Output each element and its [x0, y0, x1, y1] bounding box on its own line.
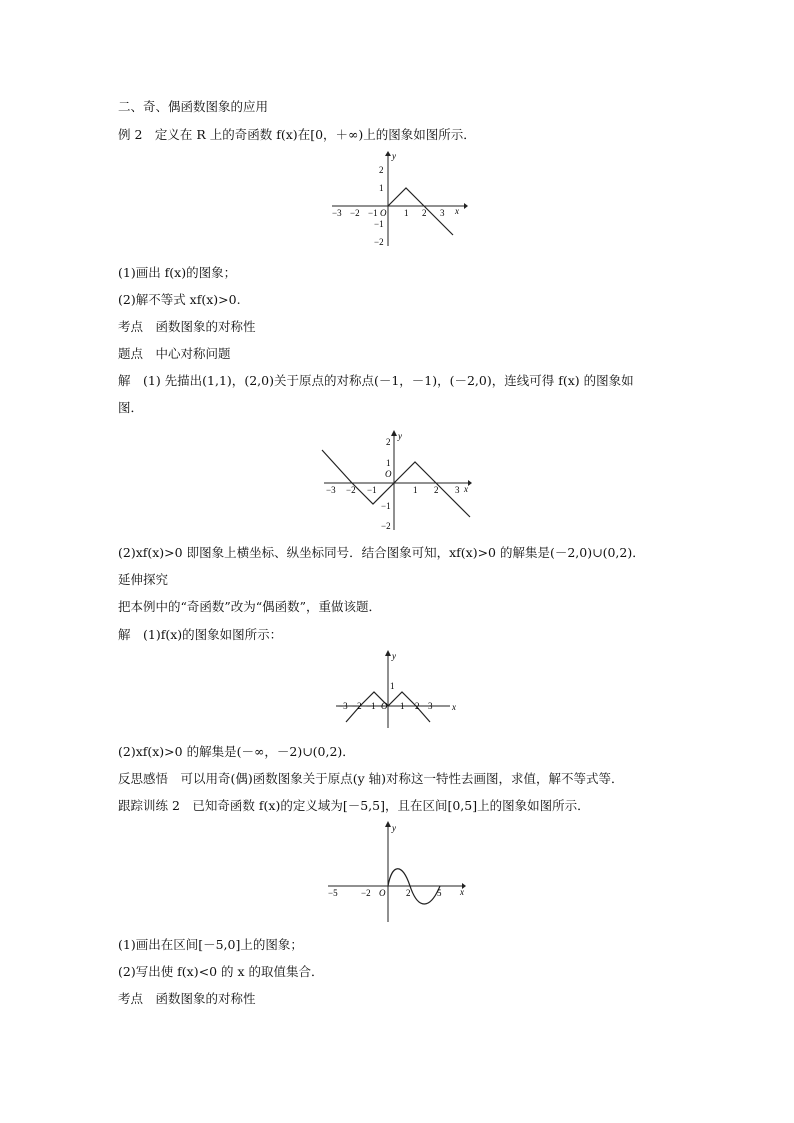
tick-x-neg1: −1: [368, 208, 378, 218]
tick-x-1: 1: [404, 208, 409, 218]
figure-2-graph: [318, 430, 478, 532]
tick-y-neg2: −2: [374, 237, 384, 247]
tick-x-5: 5: [437, 888, 442, 898]
tick-y-1: 1: [386, 458, 391, 468]
solution-1b: 图．: [118, 400, 144, 415]
x-label: x: [452, 702, 456, 712]
training-question-2: (2)写出使 f(x)<0 的 x 的取值集合．: [118, 964, 324, 979]
y-label: y: [398, 431, 402, 441]
tick-x-neg2: −2: [346, 485, 356, 495]
tick-x-3: 3: [455, 485, 460, 495]
tick-x-neg2: −2: [352, 701, 362, 711]
extension-solution-1: 解 (1)f(x)的图象如图所示：: [118, 627, 283, 642]
x-label: x: [460, 887, 464, 897]
tick-x-1: 1: [413, 485, 418, 495]
tick-y-1: 1: [379, 183, 384, 193]
y-label: y: [392, 823, 396, 833]
x-label: x: [455, 206, 459, 216]
section-heading: 二、奇、偶函数图象的应用: [118, 99, 269, 114]
y-label: y: [392, 651, 396, 661]
x-label: x: [464, 484, 468, 494]
y-axis-arrow: [385, 650, 391, 656]
question-2: (2)解不等式 xf(x)>0.: [118, 292, 241, 307]
question-1: (1)画出 f(x)的图象；: [118, 265, 237, 280]
training-question-1: (1)画出在区间[－5,0]上的图象；: [118, 937, 303, 952]
tick-x-neg3: −3: [326, 485, 336, 495]
tick-y-2: 2: [386, 437, 391, 447]
tick-x-neg2: −2: [350, 208, 360, 218]
origin-label: O: [379, 888, 386, 898]
tick-x-2: 2: [434, 485, 439, 495]
tick-x-neg2: −2: [361, 888, 371, 898]
solution-1a: 解 (1) 先描出(1,1)，(2,0)关于原点的对称点(－1，－1)，(－2,0)，连线可得 f(x) 的图象如: [118, 373, 634, 388]
x-axis-arrow: [464, 203, 468, 209]
y-label: y: [392, 151, 396, 161]
origin-label: O: [385, 469, 392, 479]
origin-label: O: [380, 208, 387, 218]
tick-y-neg2: −2: [381, 521, 391, 531]
extension-text: 把本例中的“奇函数”改为“偶函数”，重做该题．: [118, 599, 382, 614]
tick-y-neg1: −1: [381, 501, 391, 511]
kaodian-1: 考点 函数图象的对称性: [118, 319, 256, 334]
tick-x-2: 2: [422, 208, 427, 218]
tick-x-3: 3: [428, 701, 433, 711]
x-axis-arrow: [468, 480, 472, 486]
tidian-1: 题点 中心对称问题: [118, 346, 231, 361]
tick-x-neg3: −3: [338, 701, 348, 711]
tick-x-1: 1: [400, 701, 405, 711]
origin-label: O: [381, 701, 388, 711]
figure-1-graph: [328, 150, 468, 250]
tick-x-neg1: −1: [366, 701, 376, 711]
tick-x-3: 3: [440, 208, 445, 218]
extension-solution-2: (2)xf(x)>0 的解集是(－∞，－2)∪(0,2)．: [118, 744, 355, 759]
tick-x-neg5: −5: [328, 888, 338, 898]
reflection: 反思感悟 可以用奇(偶)函数图象关于原点(y 轴)对称这一特性去画图，求值，解不等式等．: [118, 771, 624, 786]
training-2: 跟踪训练 2 已知奇函数 f(x)的定义域为[－5,5]，且在区间[0,5]上的图象如图所示．: [118, 798, 590, 813]
figure-3-graph: [332, 650, 462, 730]
tick-x-2: 2: [406, 888, 411, 898]
tick-x-neg1: −1: [367, 485, 377, 495]
example-2-statement: 例 2 定义在 R 上的奇函数 f(x)在[0，＋∞)上的图象如图所示．: [118, 127, 476, 142]
y-axis-arrow: [385, 821, 391, 827]
tick-y-1: 1: [390, 681, 395, 691]
y-axis-arrow: [391, 430, 397, 436]
solution-2: (2)xf(x)>0 即图象上横坐标、纵坐标同号．结合图象可知，xf(x)>0 的解集是(－2,0)∪(0,2)．: [118, 545, 645, 560]
tick-x-2: 2: [415, 701, 420, 711]
tick-x-neg3: −3: [332, 208, 342, 218]
tick-y-neg1: −1: [374, 219, 384, 229]
kaodian-2: 考点 函数图象的对称性: [118, 991, 256, 1006]
extension-title: 延伸探究: [118, 572, 169, 587]
tick-y-2: 2: [379, 165, 384, 175]
y-axis-arrow: [385, 151, 391, 156]
figure-4-graph: [324, 820, 470, 924]
